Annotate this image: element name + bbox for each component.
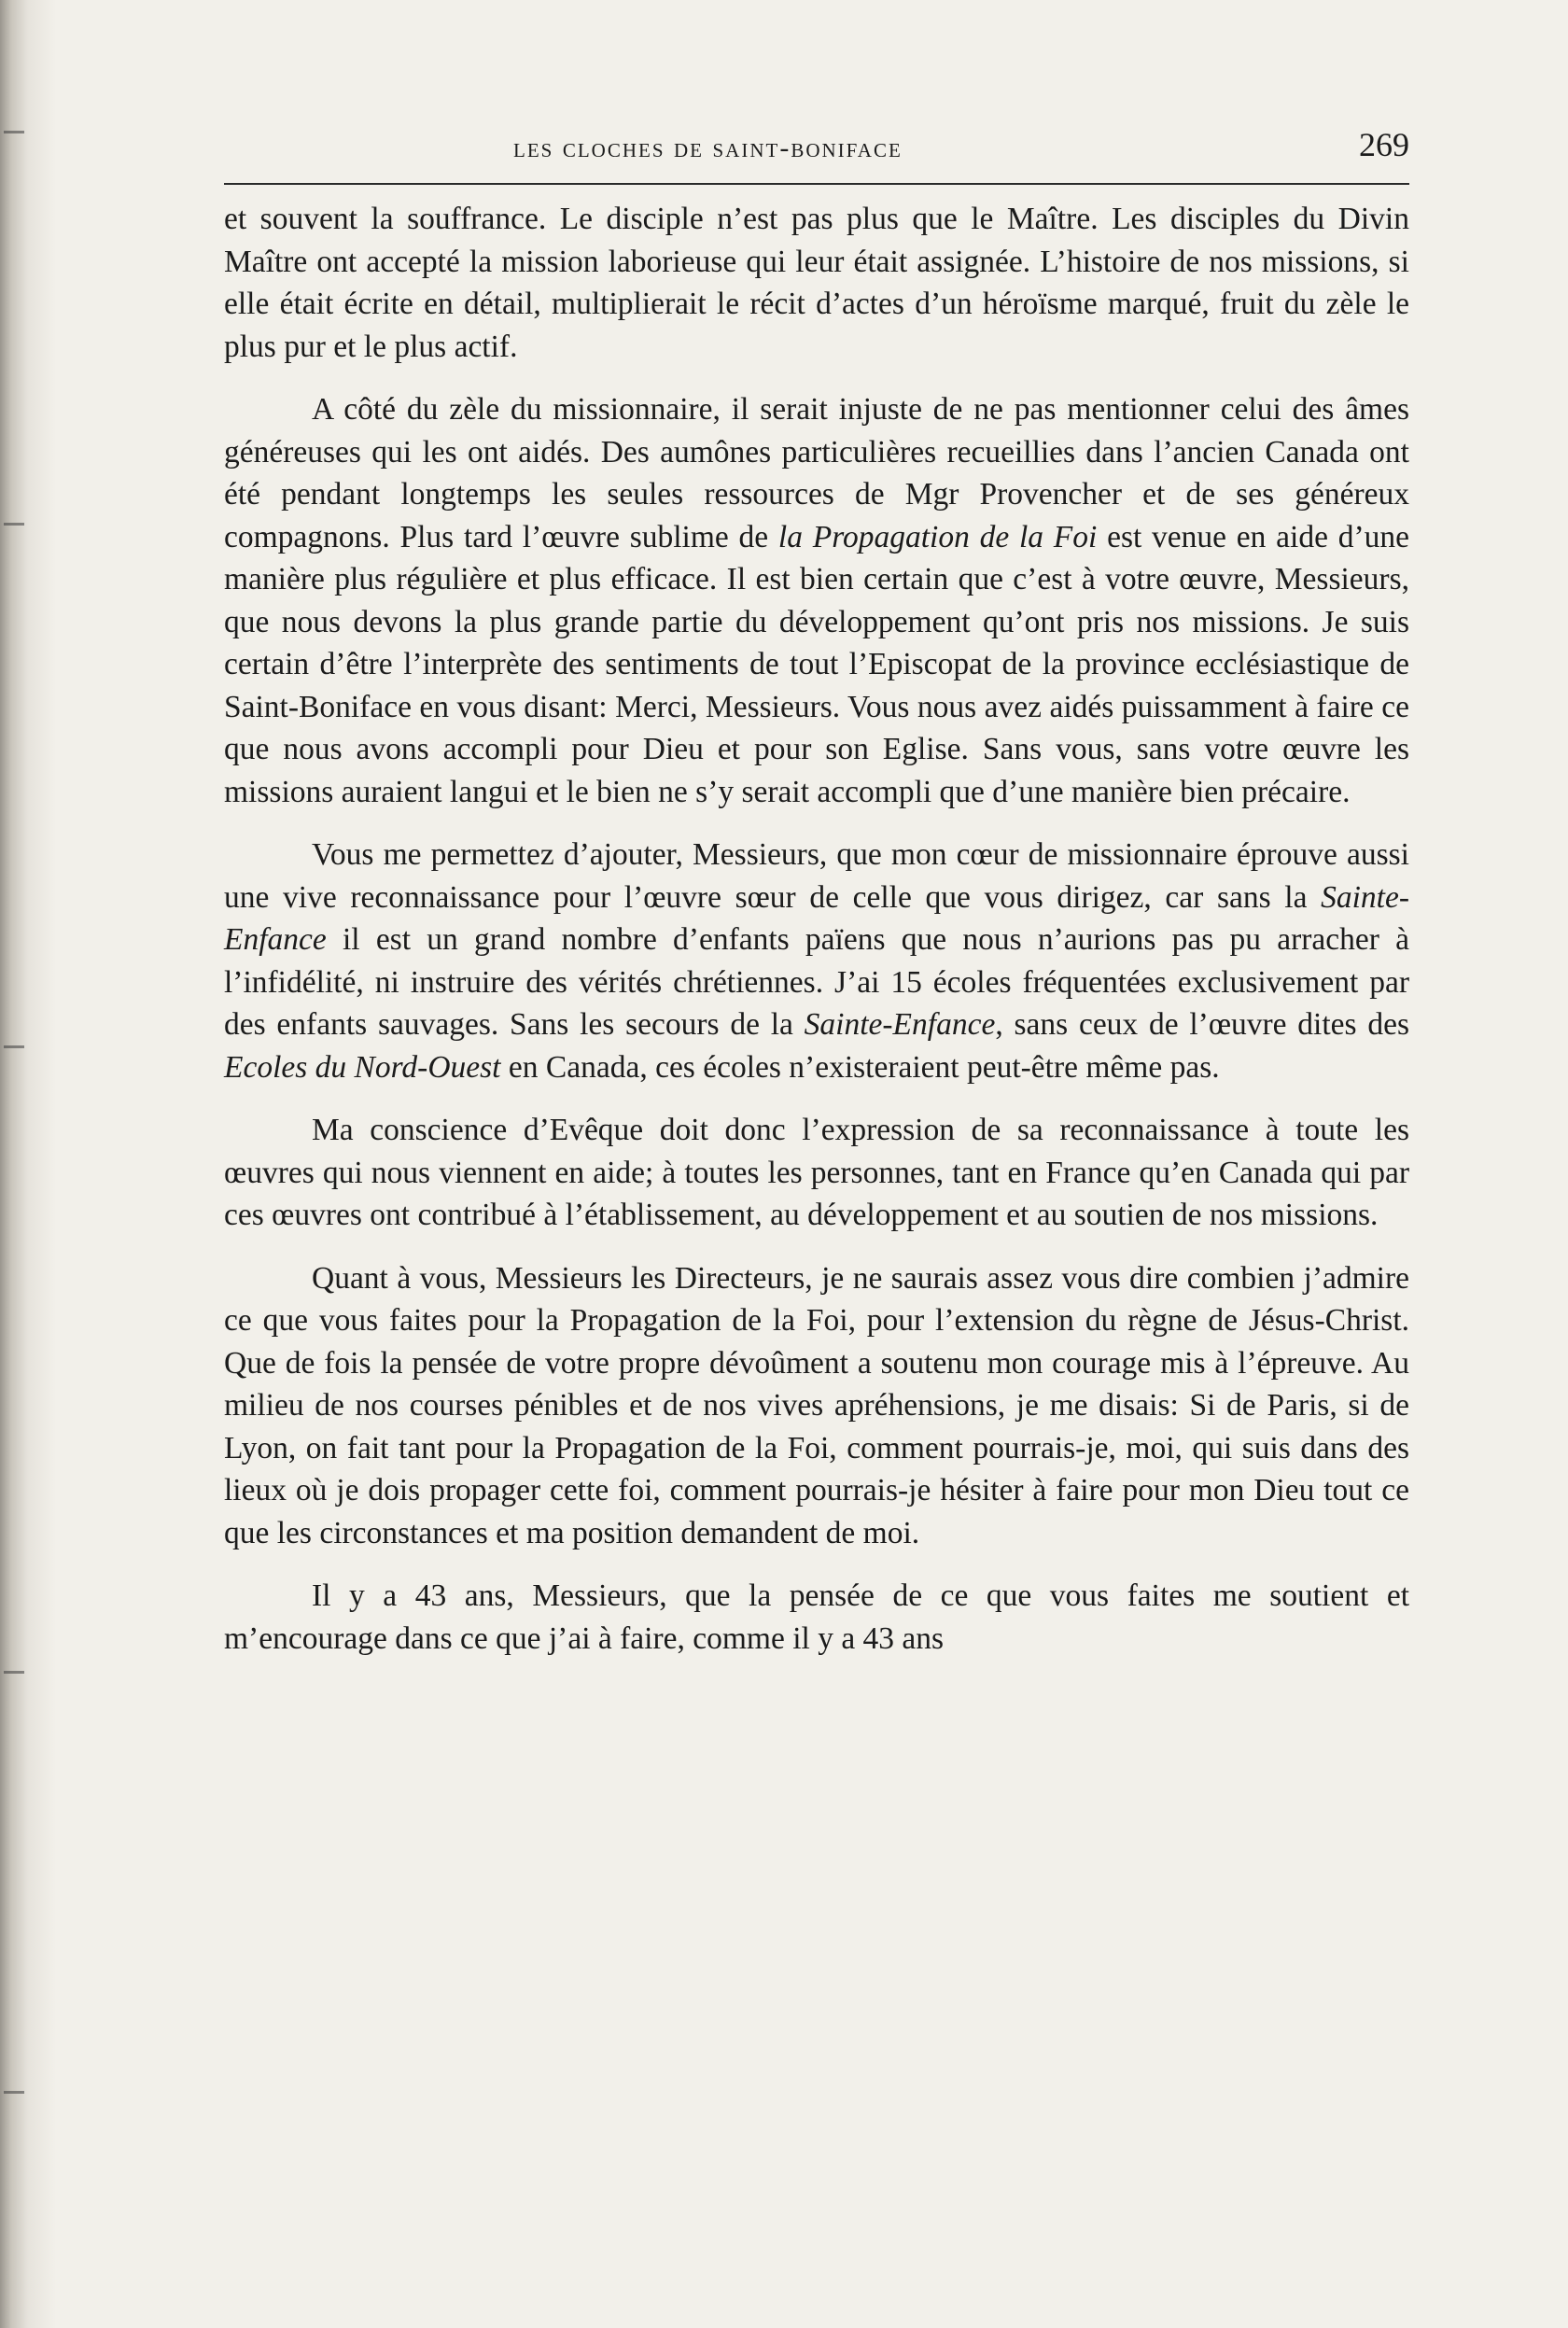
italic-title: Sainte-Enfance bbox=[804, 1007, 996, 1042]
paragraph-text: Ma conscience d’Evêque doit donc l’expression de sa reconnaissance à toute les œuvres qui nous viennent en aide; à toutes les personnes, tant en France qu’en Canada qui par ces œuvres ont contribué à l’établissement, au développement et au soutien de nos missions. bbox=[224, 1113, 1409, 1232]
italic-title: Sainte-Enfance bbox=[224, 879, 1409, 957]
page-number: 269 bbox=[1359, 126, 1409, 163]
binding-gutter-shadow bbox=[0, 0, 56, 2328]
paragraph-text: Il y a 43 ans, Messieurs, que la pensée de ce que vous faites me soutient et m’encourage dans ce que j’ai à faire, comme il y a 43 ans bbox=[224, 1578, 1409, 1656]
gutter-speck bbox=[4, 2091, 24, 2094]
header-rule bbox=[224, 183, 1409, 185]
paragraph-text: Quant à vous, Messieurs les Directeurs, je ne saurais assez vous dire combien j’admire ce que vous faites pour la Propagation de la Foi, pour l’extension du règne de Jésus-Christ. Que de fois la pensée de votre propre dévoûment a soutenu mon courage mis à l’épreuve. Au milieu de nos courses pénibles et de nos vives apréhensions, je me disais: Si de Paris, si de Lyon, on fait tant pour la Propagation de la Foi, comment pourrais-je, moi, qui suis dans des lieux où je dois propager cette foi, comment pourrais-je hésiter à faire pour mon Dieu tout ce que les circonstances et ma position demandent de moi. bbox=[224, 1260, 1409, 1550]
paragraph-text: est venue en aide d’une manière plus régulière et plus efficace. Il est bien certain que c’est à votre œuvre, Messieurs, que nous devons la plus grande partie du développement qu’ont pris nos missions. Je suis certain d’être l’interprète des sentiments de tout l’Episcopat de la province ecclésiastique de Saint-Boniface en vous disant: Merci, Messieurs. Vous nous avez aidés puissamment à faire ce que nous avons accompli pour Dieu et pour son Eglise. Sans vous, sans votre œuvre les missions auraient langui et le bien ne s’y serait accompli que d’une manière bien précaire. bbox=[224, 519, 1409, 809]
italic-title: la Propagation de la Foi bbox=[777, 519, 1098, 554]
paragraph-text: en Canada, ces écoles n’existeraient peut-être même pas. bbox=[500, 1049, 1220, 1085]
gutter-speck bbox=[4, 1045, 24, 1048]
body-text bbox=[224, 198, 1409, 1660]
paragraph-text: , sans ceux de l’œuvre dites des bbox=[995, 1007, 1410, 1042]
gutter-speck bbox=[4, 131, 24, 133]
gutter-speck bbox=[4, 1671, 24, 1674]
book-page bbox=[224, 110, 1409, 1680]
paragraph-5 bbox=[224, 1257, 1409, 1555]
italic-title: Ecoles du Nord-Ouest bbox=[224, 1049, 501, 1085]
gutter-speck bbox=[4, 523, 24, 526]
paragraph-text: il est un grand nombre d’enfants païens que nous n’aurions pas pu arracher à l’infidélité, ni instruire des vérités chrétiennes. J’ai 15 écoles fréquentées exclusivement par des enfants sauvages. Sans les secours de la bbox=[224, 922, 1409, 1042]
paragraph-text: Vous me permettez d’ajouter, Messieurs, que mon cœur de missionnaire éprouve aussi une vive reconnaissance pour l’œuvre sœur de celle que vous dirigez, car sans la bbox=[224, 837, 1409, 915]
running-title: les cloches de saint-boniface bbox=[513, 133, 903, 163]
paragraph-4 bbox=[224, 1109, 1409, 1237]
paragraph-text: et souvent la souffrance. Le disciple n’est pas plus que le Maître. Les disciples du Divin Maître ont accepté la mission laborieuse qui leur était assignée. L’histoire de nos missions, si elle était écrite en détail, multiplierait le récit d’actes d’un héroïsme marqué, fruit du zèle le plus pur et le plus actif. bbox=[224, 202, 1409, 364]
paragraph-text: A côté du zèle du missionnaire, il serait injuste de ne pas mentionner celui des âmes généreuses qui les ont aidés. Des aumônes particulières recueillies dans l’ancien Canada ont été pendant longtemps les seules ressources de Mgr Provencher et de ses généreux compagnons. Plus tard l’œuvre sublime de bbox=[224, 392, 1409, 554]
running-head bbox=[224, 110, 1409, 175]
paragraph-3 bbox=[224, 834, 1409, 1088]
paragraph-6 bbox=[224, 1575, 1409, 1660]
paragraph-2 bbox=[224, 388, 1409, 813]
paragraph-1 bbox=[224, 198, 1409, 368]
